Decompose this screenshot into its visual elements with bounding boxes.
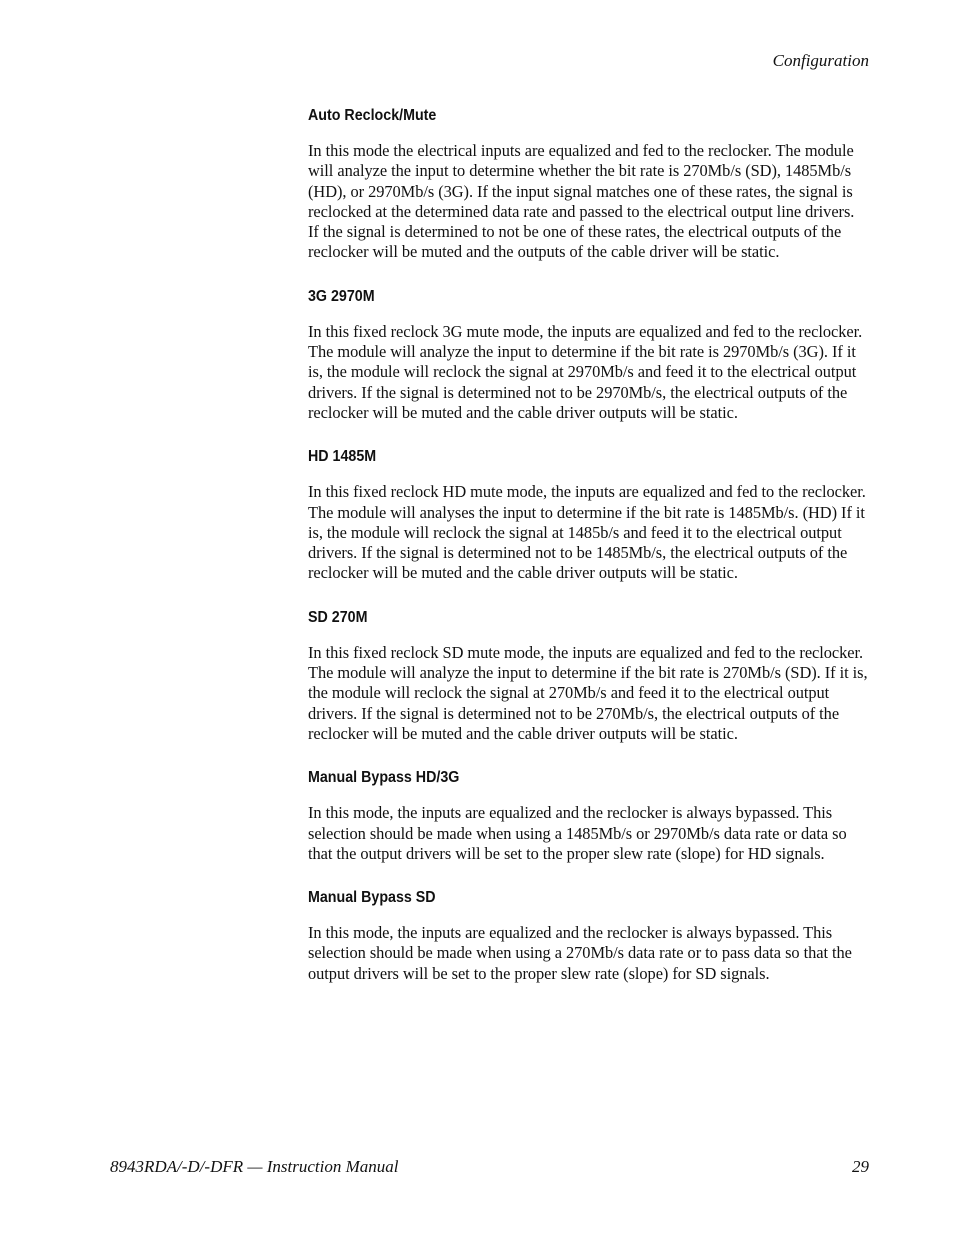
section-3g-2970m [308,287,868,423]
footer-document-title: 8943RDA/-D/-DFR — Instruction Manual [110,1157,399,1176]
main-content [308,106,868,1008]
running-header-section-title: Configuration [772,51,869,70]
section-body: In this fixed reclock HD mute mode, the inputs are equalized and fed to the reclocker. The module will analyses the input to determine if the bit rate is 1485Mb/s. (HD) If it is, the module will reclock the signal at 1485b/s and feed it to the electrical output drivers. If the signal is determined not to be 1485Mb/s, the electrical outputs of the reclocker will be muted and the cable driver outputs will be static. [308,482,866,583]
section-sd-270m [308,608,868,744]
section-body: In this mode the electrical inputs are equalized and fed to the reclocker. The module will analyze the input to determine whether the bit rate is 270Mb/s (SD), 1485Mb/s (HD), or 2970Mb/s (3G). If the input signal matches one of these rates, the signal is reclocked at the determined data rate and passed to the electrical output line drivers. If the signal is determined to not be one of these rates, the electrical outputs of the reclocker will be muted and the outputs of the cable driver will be static. [308,141,855,262]
section-heading: HD 1485M [308,448,377,466]
section-body: In this mode, the inputs are equalized and the reclocker is always bypassed. This selection should be made when using a 1485Mb/s or 2970Mb/s data rate or data so that the output drivers will be set to the proper slew rate (slope) for HD signals. [308,803,847,863]
section-body: In this mode, the inputs are equalized and the reclocker is always bypassed. This selection should be made when using a 270Mb/s data rate or to pass data so that the output drivers will be set to the proper slew rate (slope) for SD signals. [308,923,852,983]
section-heading: Auto Reclock/Mute [308,107,437,124]
section-hd-1485m [308,447,868,583]
section-heading: 3G 2970M [308,287,375,305]
section-body: In this fixed reclock SD mute mode, the inputs are equalized and fed to the reclocker. The module will analyze the input to determine if the bit rate is 270Mb/s (SD). If it is, the module will reclock the signal at 270Mb/s and feed it to the electrical output drivers. If the signal is determined not to be 270Mb/s, the electrical outputs of the reclocker will be muted and the cable driver outputs will be static. [308,642,868,743]
section-heading: Manual Bypass SD [308,889,436,907]
section-body: In this fixed reclock 3G mute mode, the inputs are equalized and fed to the reclocker. The module will analyze the input to determine if the bit rate is 2970Mb/s (3G). If it is, the module will reclock the signal at 2970Mb/s and feed it to the electrical output drivers. If the signal is determined not to be 2970Mb/s, the electrical outputs of the reclocker will be muted and the cable driver outputs will be static. [308,321,863,422]
section-heading: Manual Bypass HD/3G [308,769,460,787]
section-manual-bypass-sd [308,888,868,984]
section-auto-reclock-mute [308,106,868,263]
section-heading: SD 270M [308,608,368,626]
section-manual-bypass-hd-3g [308,768,868,864]
footer-page-number: 29 [852,1157,869,1176]
